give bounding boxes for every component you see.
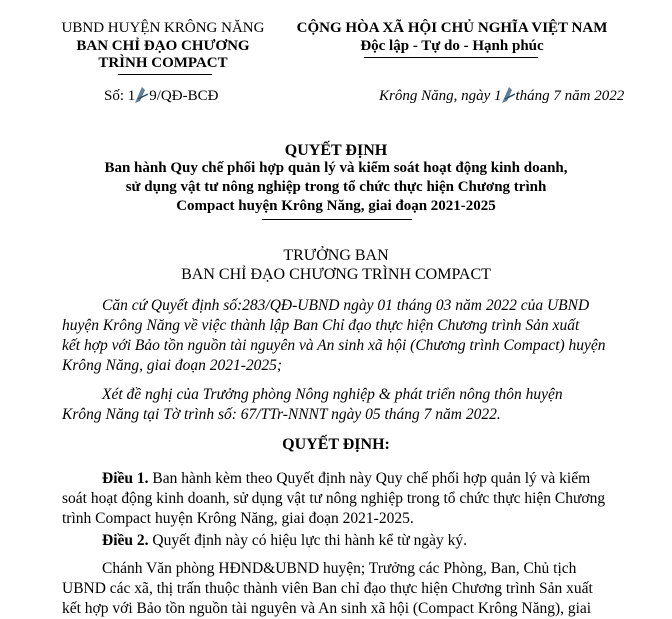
- document-subject-line2: sử dụng vật tư nông nghiệp trong tổ chức thực hiện Chương trình: [125, 179, 547, 195]
- org-underline: [118, 74, 212, 75]
- proposal-paragraph: [62, 385, 610, 425]
- document-number-prefix: Số: 1: [104, 88, 136, 104]
- article-3-text: Chánh Văn phòng HĐND&UBND huyện; Trưởng các Phòng, Ban, Chủ tịch: [102, 560, 577, 577]
- national-motto: Độc lập - Tự do - Hạnh phúc: [360, 38, 544, 54]
- article-1-label: Điều 1.: [102, 470, 149, 487]
- article-3: [62, 559, 610, 619]
- article-2: [62, 531, 610, 551]
- issue-date: [379, 88, 624, 105]
- signature-stamp-icon: [135, 88, 149, 102]
- article-3-text: UBND các xã, thị trấn thuộc thành viên Ban chỉ đạo thực hiện Chương trình Sản xuất: [62, 580, 593, 597]
- authority-title: TRƯỞNG BAN: [283, 247, 389, 264]
- legal-basis-line: Căn cứ Quyết định số:283/QĐ-UBND ngày 01 tháng 03 năm 2022 của UBND: [102, 297, 590, 314]
- issue-date-prefix: Krông Năng, ngày 1: [379, 88, 502, 104]
- issue-date-suffix: tháng 7 năm 2022: [515, 88, 625, 104]
- article-2-label: Điều 2.: [102, 532, 149, 549]
- legal-basis-line: Krông Năng, giai đoạn 2021-2025;: [62, 357, 283, 374]
- proposal-line: Krông Năng tại Tờ trình số: 67/TTr-NNNT ngày 05 tháng 7 năm 2022.: [62, 406, 501, 423]
- legal-basis-paragraph: [62, 296, 610, 376]
- document-number: [104, 88, 218, 105]
- article-1: [62, 469, 610, 529]
- motto-underline: [364, 57, 538, 58]
- proposal-line: Xét đề nghị của Trưởng phòng Nông nghiệp & phát triển nông thôn huyện: [102, 386, 563, 403]
- decision-heading: QUYẾT ĐỊNH:: [282, 436, 390, 453]
- document-subject-line1: Ban hành Quy chế phối hợp quản lý và kiểm soát hoạt động kinh doanh,: [104, 160, 568, 176]
- authority-body: BAN CHỈ ĐẠO CHƯƠNG TRÌNH COMPACT: [181, 266, 491, 283]
- document-number-suffix: 9/QĐ-BCĐ: [149, 88, 219, 104]
- title-underline: [262, 219, 412, 220]
- country-name: CỘNG HÒA XÃ HỘI CHỦ NGHĨA VIỆT NAM: [296, 20, 608, 36]
- article-1-text: soát hoạt động kinh doanh, sử dụng vật tư nông nghiệp trong tổ chức thực hiện Chương: [62, 490, 606, 507]
- article-1-text: Ban hành kèm theo Quyết định này Quy chế phối hợp quản lý và kiểm: [148, 470, 591, 487]
- org-name-line3: TRÌNH COMPACT: [98, 55, 228, 71]
- date-stamp-icon: [502, 88, 516, 102]
- article-2-text: Quyết định này có hiệu lực thi hành kể từ ngày ký.: [148, 532, 468, 549]
- legal-basis-line: huyện Krông Năng về việc thành lập Ban Chỉ đạo thực hiện Chương trình Sản xuất: [62, 317, 580, 334]
- article-1-text: trình Compact huyện Krông Năng, giai đoạn 2021-2025.: [62, 510, 414, 527]
- document-subject-line3: Compact huyện Krông Năng, giai đoạn 2021-2025: [176, 198, 496, 214]
- article-3-text: kết hợp với Bảo tồn nguồn tài nguyên và An sinh xã hội (Compact Krông Năng), giai: [62, 600, 592, 617]
- org-name-line1: UBND HUYỆN KRÔNG NĂNG: [61, 20, 265, 36]
- document-type-title: QUYẾT ĐỊNH: [284, 142, 388, 159]
- org-name-line2: BAN CHỈ ĐẠO CHƯƠNG: [76, 38, 250, 54]
- legal-basis-line: kết hợp với Bảo tồn nguồn tài nguyên và An sinh xã hội (Chương trình Compact) huyện: [62, 337, 606, 354]
